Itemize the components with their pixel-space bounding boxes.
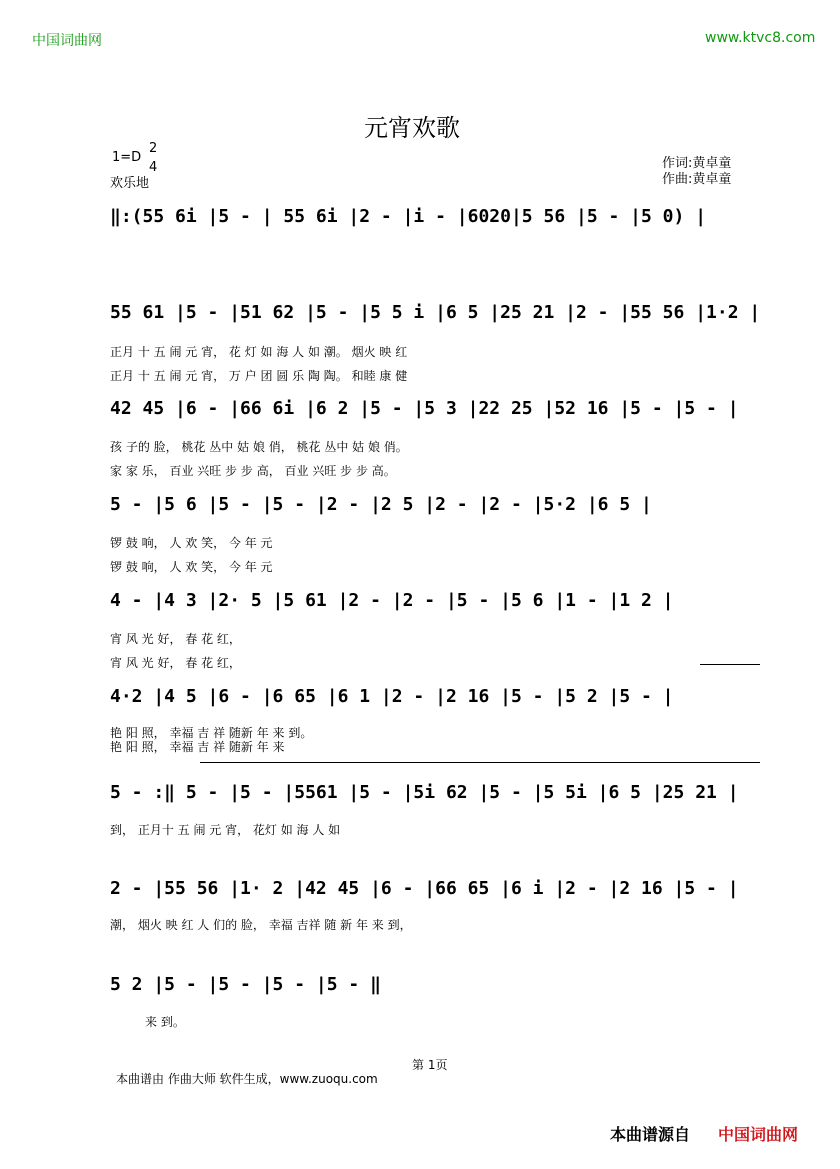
- notation-line-3: 42 45 |6 - |66 6i |6 2 |5 - |5 3 |22 25 |52 16 |5 - |5 - |: [110, 398, 739, 419]
- volta-bracket-1: [700, 664, 760, 665]
- lyric-line-7: 到， 正月十 五 闹 元 宵， 花灯 如 海 人 如: [110, 823, 341, 837]
- composer: 作曲:黄卓童: [662, 172, 732, 187]
- lyricist: 作词:黄卓童: [662, 156, 732, 171]
- notation-line-2: 55 61 |5 - |51 62 |5 - |5 5 i |6 5 |25 21 |2 - |55 56 |1·2 |: [110, 302, 761, 323]
- lyric-line-4b: 锣 鼓 响， 人 欢 笑， 今 年 元: [110, 560, 273, 574]
- notation-line-8: 2 - |55 56 |1· 2 |42 45 |6 - |66 65 |6 i |2 - |2 16 |5 - |: [110, 878, 739, 899]
- song-title: 元宵欢歌: [364, 114, 460, 142]
- source-site-name[interactable]: 中国词曲网: [718, 1125, 799, 1144]
- generator-note: 本曲谱由 作曲大师 软件生成，www.zuoqu.com: [116, 1072, 378, 1086]
- notation-line-5: 4 - |4 3 |2· 5 |5 61 |2 - |2 - |5 - |5 6 |1 - |1 2 |: [110, 590, 674, 611]
- lyric-line-3a: 孩 子的 脸， 桃花 丛中 姑 娘 俏， 桃花 丛中 姑 娘 俏。: [110, 440, 408, 454]
- lyric-line-8: 潮， 烟火 映 红 人 们的 脸， 幸福 吉祥 随 新 年 来 到，: [110, 918, 412, 932]
- key-signature: 1=D: [112, 150, 142, 165]
- lyric-line-6a: 艳 阳 照， 幸福 吉 祥 随新 年 来 到。: [110, 726, 313, 740]
- notation-line-7: 5 - :‖ 5 - |5 - |5561 |5 - |5i 62 |5 - |5 5i |6 5 |25 21 |: [110, 782, 739, 803]
- lyric-line-3b: 家 家 乐， 百业 兴旺 步 步 高， 百业 兴旺 步 步 高。: [110, 464, 396, 478]
- notation-line-4: 5 - |5 6 |5 - |5 - |2 - |2 5 |2 - |2 - |5·2 |6 5 |: [110, 494, 652, 515]
- lyric-line-9: 来 到。: [145, 1015, 185, 1029]
- site-link-left[interactable]: 中国词曲网: [32, 33, 102, 49]
- lyric-line-4a: 锣 鼓 响， 人 欢 笑， 今 年 元: [110, 536, 273, 550]
- notation-line-6: 4·2 |4 5 |6 - |6 65 |6 1 |2 - |2 16 |5 - |5 2 |5 - |: [110, 686, 674, 707]
- tempo-mood: 欢乐地: [110, 176, 150, 191]
- source-label: 本曲谱源自: [610, 1125, 691, 1144]
- lyric-line-5a: 宵 风 光 好， 春 花 红，: [110, 632, 241, 646]
- site-link-right[interactable]: www.ktvc8.com: [705, 30, 816, 46]
- right-watermark-strip: [826, 0, 840, 1169]
- source-site-link[interactable]: [718, 1122, 798, 1145]
- notation-line-9: 5 2 |5 - |5 - |5 - |5 - ‖: [110, 974, 381, 995]
- left-watermark-strip: [0, 0, 14, 1169]
- time-signature-bottom: 4: [149, 160, 158, 175]
- notation-line-1: ‖:(55 6i |5 - | 55 6i |2 - |i - |6020|5 56 |5 - |5 0) |: [110, 206, 707, 227]
- lyric-line-2b: 正月 十 五 闹 元 宵， 万 户 团 圆 乐 陶 陶。 和睦 康 健: [110, 369, 408, 383]
- volta-bracket-2: [200, 762, 760, 763]
- page-number: 第 1页: [412, 1058, 448, 1072]
- lyric-line-5b: 宵 风 光 好， 春 花 红，: [110, 656, 241, 670]
- time-signature-top: 2: [149, 141, 158, 156]
- lyric-line-6b: 艳 阳 照， 幸福 吉 祥 随新 年 来: [110, 740, 285, 754]
- lyric-line-2a: 正月 十 五 闹 元 宵， 花 灯 如 海 人 如 潮。 烟火 映 红: [110, 345, 408, 359]
